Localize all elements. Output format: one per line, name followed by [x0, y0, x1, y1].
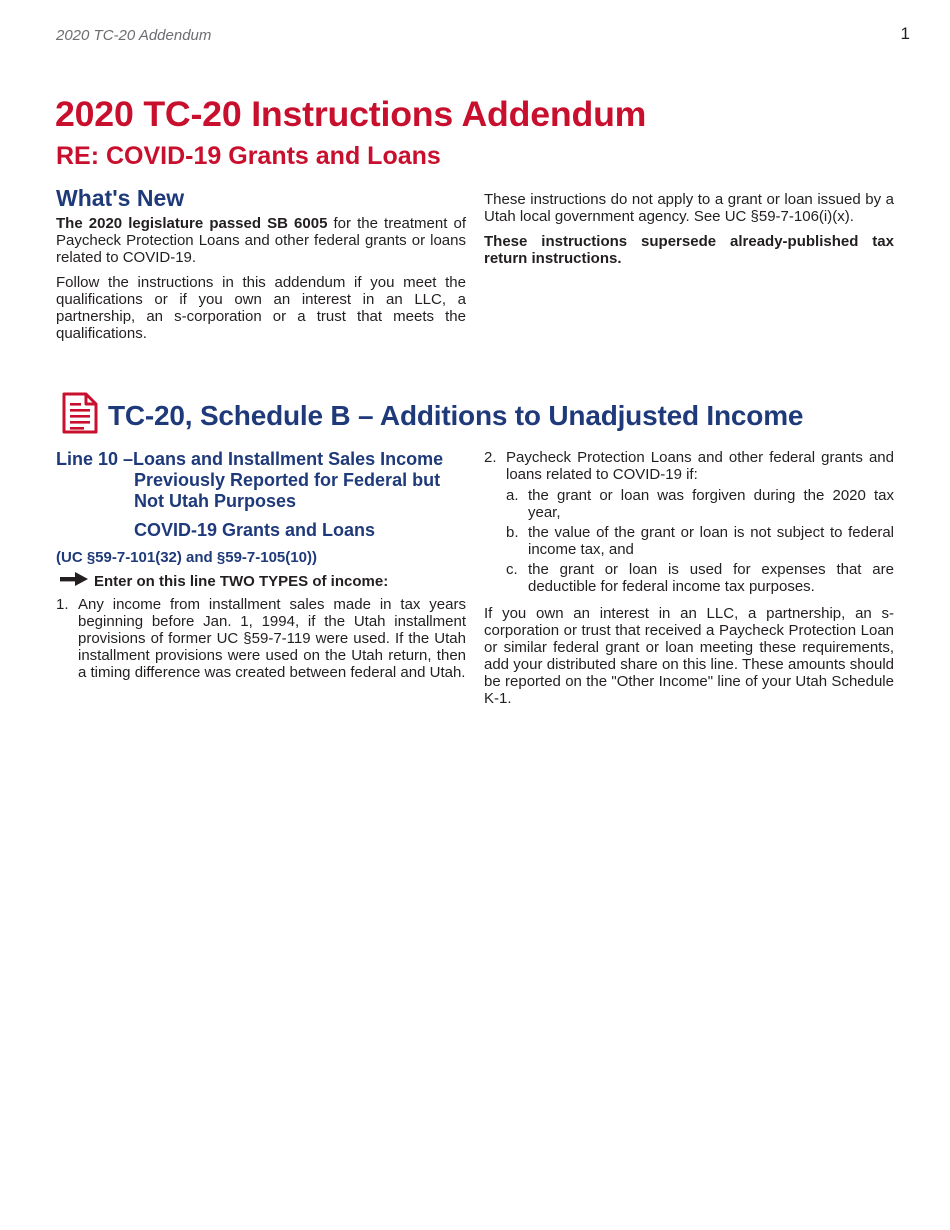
sub-list-item-a-letter: a. [506, 487, 519, 504]
line10-heading-line-1: Line 10 –Loans and Installment Sales Income [56, 449, 444, 469]
whats-new-paragraph-2: Follow the instructions in this addendum if you meet the qualifications or if you own an interest in an LLC, a partnership, an s-corporation or a trust that meets the qualifications. [56, 274, 466, 342]
sub-list-item-a-text: the grant or loan was forgiven during the 2020 tax year, [528, 487, 894, 521]
sub-list-item-b-letter: b. [506, 524, 519, 541]
whats-new-heading: What's New [56, 185, 185, 211]
line10-right-column [484, 449, 894, 715]
legislature-bold-text: The 2020 legislature passed SB 6005 [56, 215, 328, 232]
line10-heading-line-3: Not Utah Purposes [134, 491, 297, 511]
sub-list [506, 487, 894, 595]
uc-reference: (UC §59-7-101(32) and §59-7-105(10)) [56, 549, 317, 566]
sub-list-item-a [506, 487, 894, 521]
list-item-2-text: Paycheck Protection Loans and other federal grants and loans related to COVID-19 if: [506, 449, 894, 483]
list-item-1-number: 1. [56, 596, 69, 613]
sub-list-item-c-letter: c. [506, 561, 518, 578]
page-title: 2020 TC-20 Instructions Addendum [55, 95, 647, 134]
page-subtitle: RE: COVID-19 Grants and Loans [56, 142, 441, 170]
list-item-2-number: 2. [484, 449, 497, 466]
sub-list-item-c [506, 561, 894, 595]
closing-paragraph: If you own an interest in an LLC, a partnership, an s-corporation or trust that received a Paycheck Protection Loan or similar federal grant or loan meeting these requirements, add your distributed share on this line. These amounts should be reported on the "Other Income" line of your Utah Schedule K-1. [484, 605, 894, 707]
supersede-bold-text: These instructions supersede already-published tax return instructions. [484, 233, 894, 267]
document-icon [62, 392, 98, 439]
list-item-2 [484, 449, 894, 483]
schedule-b-title: TC-20, Schedule B – Additions to Unadjusted Income [108, 399, 804, 431]
whats-new-paragraph-4 [484, 233, 894, 267]
legislature-rest-text: for the treatment of Paycheck Protection Loans and other federal grants or loans related to COVID-19. [56, 215, 466, 266]
whats-new-paragraph-3: These instructions do not apply to a grant or loan issued by a Utah local government agency. See UC §59-7-106(i)(x). [484, 191, 894, 225]
two-types-instruction [60, 572, 466, 590]
sub-list-item-b-text: the value of the grant or loan is not subject to federal income tax, and [528, 524, 894, 558]
running-head: 2020 TC-20 Addendum [56, 27, 212, 44]
line10-heading [56, 449, 466, 512]
list-item-1 [56, 596, 466, 681]
whats-new-right-column [484, 191, 894, 275]
arrow-right-icon [60, 572, 94, 590]
line10-heading-line-2: Previously Reported for Federal but [134, 470, 441, 490]
page-number: 1 [900, 24, 910, 43]
covid-grants-heading: COVID-19 Grants and Loans [134, 520, 376, 540]
two-types-text: Enter on this line TWO TYPES of income: [94, 572, 389, 590]
list-item-1-text: Any income from installment sales made in tax years beginning before Jan. 1, 1994, if the Utah installment provisions of former UC §59-7-119 were used. If the Utah installment provisions were used on the Utah return, then a timing difference was created between federal and Utah. [78, 596, 466, 681]
line10-left-column [56, 449, 466, 687]
whats-new-left-column [56, 185, 466, 350]
schedule-b-title-row [62, 392, 803, 439]
sub-list-item-c-text: the grant or loan is used for expenses that are deductible for federal income tax purposes. [528, 561, 894, 595]
sub-list-item-b [506, 524, 894, 558]
whats-new-paragraph-1 [56, 215, 466, 266]
